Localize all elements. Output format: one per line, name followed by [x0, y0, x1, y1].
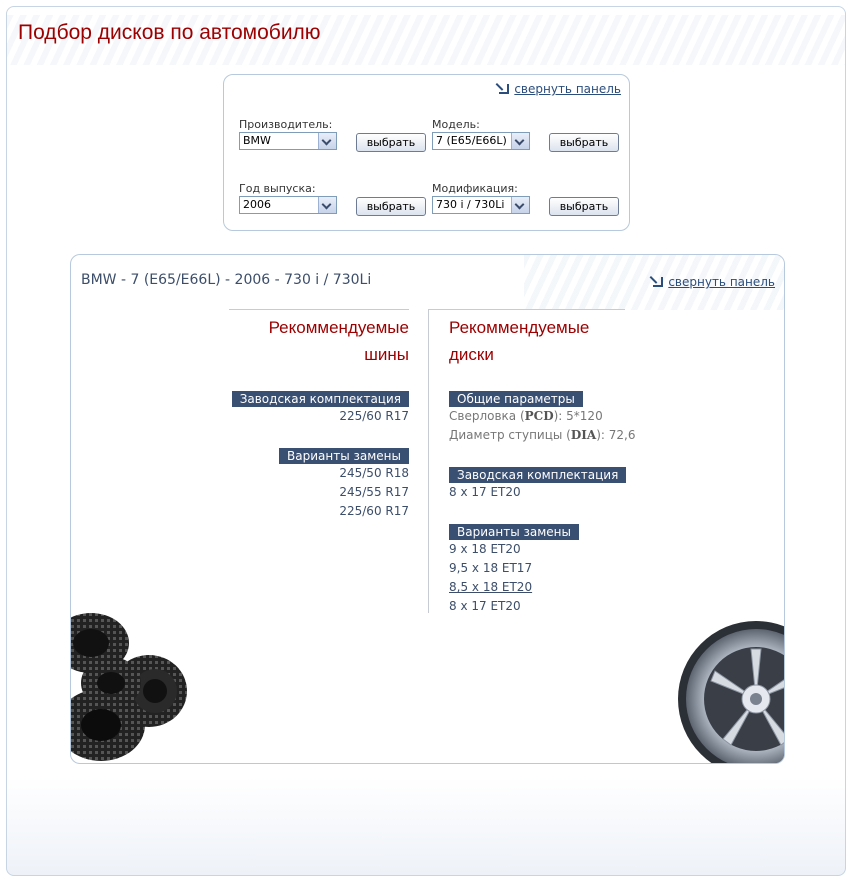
dia-param [449, 426, 636, 445]
recommended-discs-column [429, 309, 636, 616]
dia-label: Диаметр ступицы ( [449, 428, 571, 442]
list-item: 245/55 R17 [339, 485, 409, 499]
vehicle-title: BMW - 7 (E65/E66L) - 2006 - 730 i / 730Li [81, 272, 372, 288]
recommended-tires-column [229, 309, 409, 521]
list-item: 225/60 R17 [339, 409, 409, 423]
year-select[interactable] [239, 196, 337, 214]
chevron-down-icon[interactable] [511, 197, 529, 213]
year-label: Год выпуска: [239, 182, 316, 195]
collapse-selector-link[interactable] [499, 82, 621, 96]
collapse-selector-label: свернуть панель [514, 82, 621, 96]
discs-factory-block [429, 464, 625, 502]
discs-factory-header: Заводская комплектация [449, 467, 626, 483]
pcd-value: ): 5*120 [553, 409, 603, 423]
discs-title-line2: диски [449, 345, 494, 364]
modification-select[interactable] [432, 196, 530, 214]
tires-title [229, 314, 409, 368]
list-item: 245/50 R18 [339, 466, 409, 480]
arrow-down-right-icon [499, 84, 509, 94]
dia-abbr: DIA [570, 428, 597, 442]
page-title: Подбор дисков по автомобилю [18, 21, 321, 44]
discs-replacement-header: Варианты замены [449, 524, 579, 540]
collapse-results-link[interactable] [653, 275, 775, 289]
discs-title-line1: Рекоммендуемые [449, 318, 590, 337]
collapse-results-label: свернуть панель [668, 275, 775, 289]
manufacturer-choose-button[interactable]: выбрать [356, 133, 426, 152]
year-value: 2006 [243, 198, 271, 211]
pcd-abbr: PCD [524, 409, 554, 423]
model-value: 7 (E65/E66L) [436, 134, 507, 147]
tires-title-line2: шины [364, 345, 409, 364]
model-select[interactable] [432, 132, 530, 150]
page-container [6, 6, 846, 876]
pcd-param [449, 407, 625, 426]
list-item: 8 x 17 ET20 [449, 599, 521, 613]
alloy-rim-image [671, 621, 785, 764]
list-item: 225/60 R17 [339, 504, 409, 518]
dia-value: ): 72,6 [596, 428, 636, 442]
tires-stack-image [71, 613, 201, 763]
modification-value: 730 i / 730Li [436, 198, 505, 211]
modification-label: Модификация: [432, 182, 518, 195]
arrow-down-right-icon [653, 277, 663, 287]
chevron-down-icon[interactable] [318, 197, 336, 213]
chevron-down-icon[interactable] [511, 133, 529, 149]
chevron-down-icon[interactable] [318, 133, 336, 149]
disc-variant-link[interactable]: 8,5 x 18 ET20 [449, 580, 533, 594]
discs-title [429, 314, 625, 368]
model-label: Модель: [432, 118, 480, 131]
tires-factory-header: Заводская комплектация [232, 391, 409, 407]
discs-replacement-block [429, 521, 625, 616]
list-item: 8 x 17 ET20 [449, 485, 521, 499]
list-item: 9,5 x 18 ET17 [449, 561, 533, 575]
modification-choose-button[interactable]: выбрать [549, 197, 619, 216]
tires-replacement-header: Варианты замены [279, 448, 409, 464]
pcd-label: Сверловка ( [449, 409, 525, 423]
year-choose-button[interactable]: выбрать [356, 197, 426, 216]
results-panel [70, 254, 785, 764]
list-item: 9 x 18 ET20 [449, 542, 521, 556]
manufacturer-value: BMW [243, 134, 271, 147]
discs-general-block [429, 388, 636, 445]
manufacturer-label: Производитель: [239, 118, 333, 131]
model-choose-button[interactable]: выбрать [549, 133, 619, 152]
tires-factory-block [229, 388, 409, 426]
discs-general-header: Общие параметры [449, 391, 583, 407]
tires-replacement-block [229, 445, 409, 521]
tires-title-line1: Рекоммендуемые [268, 318, 409, 337]
manufacturer-select[interactable] [239, 132, 337, 150]
vehicle-selector-panel [223, 74, 630, 231]
